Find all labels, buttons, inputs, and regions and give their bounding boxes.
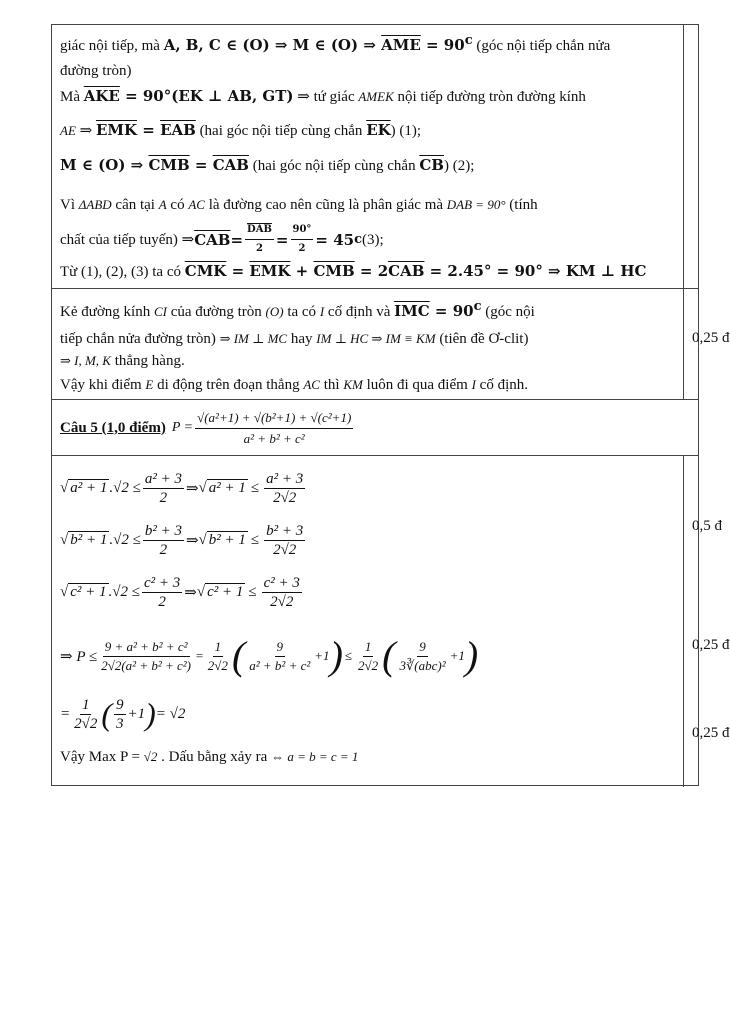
question-label: Câu 5 (1,0 điểm) bbox=[60, 419, 166, 436]
fraction-90-2 bbox=[291, 221, 314, 258]
denominator: a² + b² + c² bbox=[249, 657, 311, 673]
answer-table bbox=[51, 24, 730, 786]
s2-line-3 bbox=[60, 351, 185, 371]
text-italic: AC bbox=[188, 197, 205, 212]
text: ta có bbox=[283, 304, 320, 320]
score-result: 0,25 đ bbox=[692, 725, 730, 741]
text: (tiên đề Ơ-clit) bbox=[435, 331, 529, 347]
fraction bbox=[356, 638, 380, 675]
score-section-2: 0,25 đ bbox=[692, 330, 730, 346]
text: tiếp chắn nửa đường tròn) bbox=[60, 331, 220, 347]
math-part: + bbox=[290, 262, 314, 280]
angle-imc: $\overline{IMC}$ bbox=[394, 302, 430, 320]
text-italic: DAB = 90° bbox=[446, 197, 506, 212]
s1-line-2 bbox=[60, 61, 131, 81]
text: Vậy khi điểm bbox=[60, 377, 146, 393]
angle-cab: $\overline{CAB}$ bbox=[194, 230, 231, 249]
math-part: = bbox=[189, 156, 213, 174]
fraction bbox=[143, 470, 184, 507]
denominator: 2 bbox=[255, 243, 263, 254]
math bbox=[163, 33, 473, 54]
numerator: $\overline{DAB}$ bbox=[245, 221, 274, 240]
text-italic: CI bbox=[153, 304, 167, 319]
angle-emk: $\overline{EMK}$ bbox=[249, 262, 291, 280]
equals: = bbox=[60, 705, 71, 722]
inequality-b: √ b² + 1 .√2 ≤ $\frac{\text{b² + 3}}{2}$ ⇒ √ b² + 1 ≤ $\frac{\text{b² + 3}}{2√2}$ bbox=[60, 522, 304, 558]
text: ) (2); bbox=[443, 158, 475, 174]
math-part: +1 bbox=[314, 648, 330, 663]
column-divider-top bbox=[683, 25, 684, 399]
text-italic: AMEK bbox=[358, 89, 394, 104]
fraction bbox=[264, 470, 305, 507]
degree-mark: c bbox=[473, 299, 482, 314]
text: Vậy Max P = bbox=[60, 749, 144, 765]
implies: ⇒ bbox=[185, 532, 199, 549]
text: ⇒ bbox=[75, 123, 96, 139]
s1-line-8 bbox=[60, 261, 646, 282]
implies: ⇒ bbox=[185, 480, 199, 497]
numerator: 90° bbox=[291, 221, 314, 240]
radicand: c² + 1 bbox=[207, 584, 244, 600]
score-inequalities: 0,5 đ bbox=[692, 518, 722, 534]
numerator: a² + 3 bbox=[144, 470, 182, 487]
numerator: 9 bbox=[275, 638, 286, 657]
math bbox=[84, 87, 294, 105]
less-equal: ≤ bbox=[250, 531, 260, 548]
math-part: ⇒ P ≤ bbox=[60, 648, 98, 665]
math-part: A, B, C ∈ (O) ⇒ M ∈ (O) ⇒ bbox=[163, 36, 382, 54]
fraction bbox=[143, 522, 184, 559]
denominator: 2 bbox=[159, 489, 168, 506]
denominator: 2√2 bbox=[270, 593, 294, 610]
numerator: b² + 3 bbox=[144, 522, 182, 539]
score-upper-bound: 0,25 đ bbox=[692, 637, 730, 653]
text: (góc nội bbox=[481, 304, 535, 320]
implies: ⇒ bbox=[184, 584, 197, 601]
angle-cmb: $\overline{CMB}$ bbox=[313, 262, 355, 280]
s2-line-4 bbox=[60, 375, 528, 395]
text: (hai góc nội tiếp cùng chắn bbox=[248, 158, 420, 174]
denominator: 2 bbox=[158, 593, 166, 610]
math-part: = 90 bbox=[429, 302, 474, 320]
text: . Dấu bằng xảy ra bbox=[157, 749, 272, 765]
text-italic: ⇒ IM ⊥ MC bbox=[219, 331, 288, 346]
row-divider-3 bbox=[52, 455, 698, 456]
text: Vì bbox=[60, 197, 79, 213]
numerator: c² + 3 bbox=[143, 574, 181, 591]
s1-line-7 bbox=[60, 221, 384, 258]
text: nội tiếp đường tròn đường kính bbox=[393, 89, 586, 105]
less-equal: ≤ bbox=[248, 583, 257, 600]
math-part: = 45 bbox=[315, 230, 355, 249]
denominator: 2√2 bbox=[273, 541, 297, 558]
math-part: = bbox=[275, 230, 289, 249]
s1-line-6 bbox=[60, 195, 538, 215]
text: Mà bbox=[60, 89, 84, 105]
fraction bbox=[247, 638, 312, 675]
numerator: a² + 3 bbox=[266, 470, 304, 487]
denominator: 2√2 bbox=[207, 657, 228, 673]
fraction bbox=[114, 696, 126, 733]
text: đường tròn) bbox=[60, 63, 132, 79]
angle-cmb: $\overline{CMB}$ bbox=[148, 156, 190, 174]
numerator: √(a²+1) + √(b²+1) + √(c²+1) bbox=[195, 408, 353, 429]
math-part: = 2.45° = 90° ⇒ KM ⊥ HC bbox=[424, 262, 647, 280]
numerator: 9 bbox=[116, 696, 124, 713]
s2-line-2 bbox=[60, 329, 528, 349]
numerator: 9 + a² + b² + c² bbox=[103, 638, 190, 657]
degree-mark: c bbox=[464, 33, 473, 48]
text-italic: ⇒ I, M, K bbox=[60, 353, 111, 368]
denominator: 2√2 bbox=[273, 489, 297, 506]
fraction bbox=[72, 696, 99, 733]
denominator: 2 bbox=[298, 243, 306, 254]
text-italic: AC bbox=[303, 377, 320, 392]
text: (góc nội tiếp chắn nửa bbox=[472, 38, 611, 54]
text-italic: A bbox=[158, 197, 167, 212]
text: (hai góc nội tiếp cùng chắn bbox=[195, 123, 367, 139]
radicand: a² + 1 bbox=[208, 480, 246, 496]
denominator: 2 bbox=[159, 541, 168, 558]
denominator: 2√2 bbox=[358, 657, 379, 673]
text-italic: (O) bbox=[265, 304, 284, 319]
math-part: = √2 bbox=[155, 705, 186, 722]
text: cân tại bbox=[111, 197, 159, 213]
text: cố định và bbox=[324, 304, 395, 320]
less-equal: ≤ bbox=[250, 479, 260, 496]
text-italic: E bbox=[145, 377, 154, 392]
denominator: 2√2 bbox=[74, 715, 98, 732]
math-part: +1 bbox=[127, 705, 146, 722]
row-divider-1 bbox=[52, 288, 698, 289]
radicand: b² + 1 bbox=[70, 532, 108, 548]
math-part: = bbox=[230, 230, 244, 249]
s1-line-5 bbox=[60, 155, 474, 176]
p-upper-bound: ⇒ P ≤ $\frac{\text{9 + a² + b² + c²}}{\text{2√2(a² + b² + c²)}}$ = $\frac{1}{2√2}$ ( $\frac{9}{\text{a² + b² + c²}}$ +1 ) ≤ $\frac{1}{2√2}$ ( $\frac{9}{\text{3∛(abc)²}}$ +1 ) bbox=[60, 633, 479, 678]
text: hay bbox=[287, 331, 317, 347]
p-label: P = bbox=[171, 420, 194, 435]
numerator: 9 bbox=[417, 638, 428, 657]
less-equal: ≤ bbox=[344, 648, 353, 663]
text: (tính bbox=[505, 197, 538, 213]
p-result: = $\frac{1}{2√2}$ ( $\frac{9}{3}$ +1 ) = √2 bbox=[60, 696, 186, 732]
max-conclusion bbox=[60, 747, 358, 767]
text-italic: √2 bbox=[143, 749, 158, 764]
numerator: 1 bbox=[363, 638, 374, 657]
text: thì bbox=[319, 377, 344, 393]
math-part: +1 bbox=[449, 648, 465, 663]
text: ⇒ tứ giác bbox=[293, 89, 359, 105]
math-part: = bbox=[137, 121, 161, 139]
angle-emk: $\overline{EMK}$ bbox=[95, 121, 138, 139]
text: giác nội tiếp, mà bbox=[60, 38, 164, 54]
s1-line-1 bbox=[60, 31, 610, 56]
text: di động trên đoạn thẳng bbox=[153, 377, 304, 393]
text-italic: ⇔ a = b = c = 1 bbox=[271, 749, 359, 764]
radicand: c² + 1 bbox=[70, 584, 107, 600]
p-definition-fraction bbox=[195, 408, 353, 449]
arc-ek: $\overline{EK}$ bbox=[366, 121, 391, 139]
math-part: = 90 bbox=[420, 36, 465, 54]
fraction bbox=[398, 638, 448, 675]
math bbox=[60, 156, 249, 174]
denominator: 2√2(a² + b² + c²) bbox=[101, 657, 192, 673]
text: thẳng hàng. bbox=[110, 353, 185, 369]
denominator: 3 bbox=[116, 715, 124, 732]
angle-cmk: $\overline{CMK}$ bbox=[184, 262, 227, 280]
text-italic: ΔABD bbox=[78, 197, 112, 212]
text: cố định. bbox=[475, 377, 528, 393]
math-part: = 2 bbox=[354, 262, 389, 280]
angle-ame: $\overline{AME}$ bbox=[381, 36, 421, 54]
denominator: 3∛(abc)² bbox=[399, 657, 446, 673]
text-italic: KM bbox=[343, 377, 363, 392]
text-italic: I bbox=[471, 377, 476, 392]
math-part: .√2 ≤ bbox=[109, 531, 141, 548]
text: có bbox=[166, 197, 189, 213]
fraction bbox=[99, 638, 193, 675]
numerator: c² + 3 bbox=[263, 574, 300, 591]
fraction-dab-2 bbox=[245, 221, 274, 258]
angle-cab: $\overline{CAB}$ bbox=[388, 262, 425, 280]
radicand: a² + 1 bbox=[70, 480, 108, 496]
fraction bbox=[206, 638, 230, 675]
text: Kẻ đường kính bbox=[60, 304, 154, 320]
angle-eab: $\overline{EAB}$ bbox=[160, 121, 196, 139]
column-divider-bottom bbox=[683, 455, 684, 787]
text: chất của tiếp tuyến) ⇒ bbox=[60, 231, 195, 248]
arc-cb: $\overline{CB}$ bbox=[419, 156, 444, 174]
math-part: M ∈ (O) ⇒ bbox=[60, 156, 149, 174]
s1-line-3 bbox=[60, 86, 586, 107]
text: (3); bbox=[362, 231, 384, 248]
row-divider-2 bbox=[52, 399, 698, 400]
math bbox=[96, 121, 196, 139]
radicand: b² + 1 bbox=[208, 532, 246, 548]
fraction bbox=[262, 574, 302, 611]
text-italic: AE bbox=[60, 123, 76, 138]
fraction bbox=[264, 522, 305, 559]
text-italic: IM ⊥ HC ⇒ IM ≡ KM bbox=[316, 331, 436, 346]
degree-mark: c bbox=[354, 231, 363, 247]
angle-cab: $\overline{CAB}$ bbox=[212, 156, 249, 174]
text: luôn đi qua điểm bbox=[362, 377, 472, 393]
numerator: b² + 3 bbox=[266, 522, 304, 539]
inequality-a: √ a² + 1 .√2 ≤ $\frac{\text{a² + 3}}{2}$ ⇒ √ a² + 1 ≤ $\frac{\text{a² + 3}}{2√2}$ bbox=[60, 470, 304, 506]
text: Từ (1), (2), (3) ta có bbox=[60, 264, 185, 280]
text-italic: I bbox=[319, 304, 325, 319]
text: của đường tròn bbox=[166, 304, 266, 320]
numerator: 1 bbox=[213, 638, 224, 657]
math bbox=[185, 262, 647, 280]
numerator: 1 bbox=[81, 696, 90, 713]
math-part: .√2 ≤ bbox=[109, 479, 141, 496]
math-part: = 90°(EK ⊥ AB, GT) bbox=[119, 87, 294, 105]
fraction bbox=[142, 574, 182, 611]
inequality-c: √ c² + 1 .√2 ≤ $\frac{\text{c² + 3}}{2}$ ⇒ √ c² + 1 ≤ $\frac{\text{c² + 3}}{2√2}$ bbox=[60, 574, 300, 610]
text: ) (1); bbox=[390, 123, 422, 139]
s1-line-4 bbox=[60, 120, 421, 141]
math bbox=[394, 299, 482, 320]
cau5-header bbox=[60, 405, 355, 451]
s2-line-1 bbox=[60, 297, 535, 322]
angle-ake: $\overline{AKE}$ bbox=[83, 87, 120, 105]
denominator: a² + b² + c² bbox=[243, 430, 305, 446]
text: là đường cao nên cũng là phân giác mà bbox=[204, 197, 447, 213]
math-part: = bbox=[226, 262, 250, 280]
math-part: .√2 ≤ bbox=[108, 583, 140, 600]
equals: = bbox=[195, 648, 204, 663]
